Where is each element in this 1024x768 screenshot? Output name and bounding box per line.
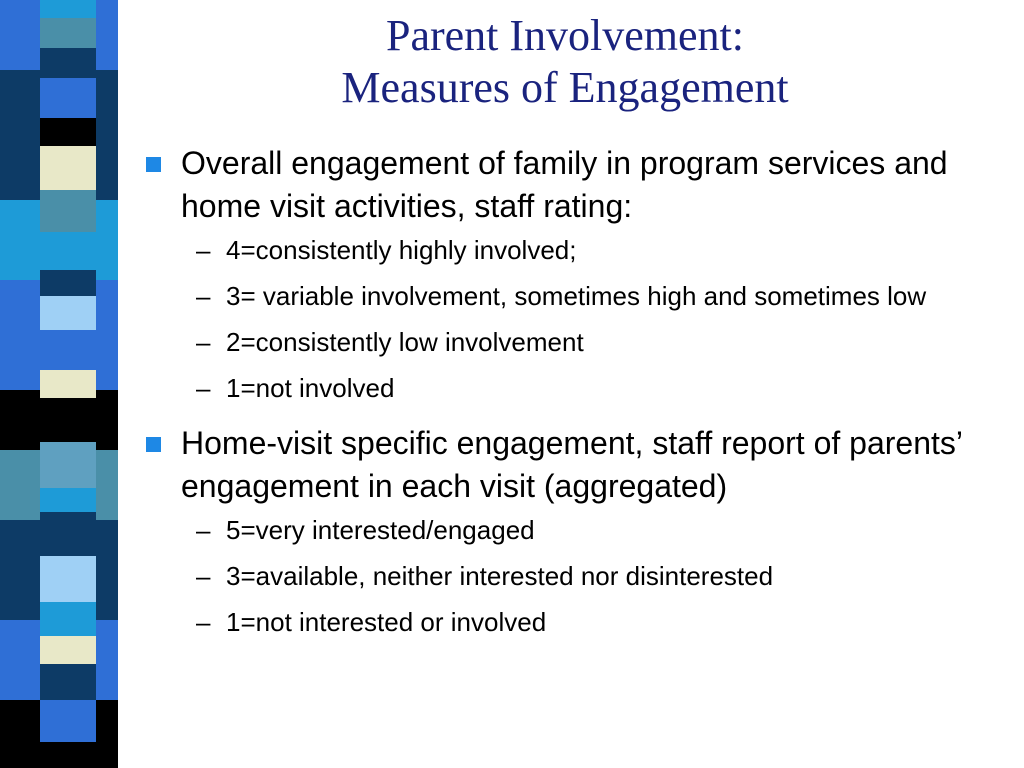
sub-bullet-item bbox=[140, 512, 1000, 548]
sub-bullet-text: 3=available, neither interested nor disinterested bbox=[226, 561, 774, 591]
slide-title bbox=[150, 10, 980, 114]
dash-icon: – bbox=[196, 515, 211, 545]
dash-icon: – bbox=[196, 561, 211, 591]
sub-bullet-item bbox=[140, 604, 1000, 640]
dash-icon: – bbox=[196, 327, 211, 357]
bullet-text: Home-visit specific engagement, staff report of parents’ engagement in each visit (aggregated) bbox=[181, 425, 962, 504]
bullet-item bbox=[140, 142, 1000, 228]
bullet-item bbox=[140, 422, 1000, 508]
square-bullet-icon bbox=[146, 437, 161, 452]
square-bullet-icon bbox=[146, 157, 161, 172]
sub-bullet-item bbox=[140, 232, 1000, 268]
bullet-list bbox=[140, 142, 1000, 640]
sub-bullet-text: 1=not involved bbox=[226, 373, 395, 403]
title-line-1: Parent Involvement: bbox=[385, 11, 744, 60]
sub-bullet-text: 2=consistently low involvement bbox=[226, 327, 584, 357]
title-line-2: Measures of Engagement bbox=[341, 63, 789, 112]
dash-icon: – bbox=[196, 373, 211, 403]
sub-bullet-item bbox=[140, 558, 1000, 594]
sub-bullet-text: 3= variable involvement, sometimes high and sometimes low bbox=[226, 281, 927, 311]
sub-bullet-text: 1=not interested or involved bbox=[226, 607, 547, 637]
sub-bullet-text: 4=consistently highly involved; bbox=[226, 235, 577, 265]
sub-bullet-item bbox=[140, 324, 1000, 360]
sub-bullet-item bbox=[140, 278, 1000, 314]
dash-icon: – bbox=[196, 235, 211, 265]
dash-icon: – bbox=[196, 607, 211, 637]
sub-bullet-item bbox=[140, 370, 1000, 406]
sub-bullet-text: 5=very interested/engaged bbox=[226, 515, 535, 545]
dash-icon: – bbox=[196, 281, 211, 311]
bullet-text: Overall engagement of family in program services and home visit activities, staff rating: bbox=[181, 145, 948, 224]
decorative-strip bbox=[0, 0, 118, 768]
